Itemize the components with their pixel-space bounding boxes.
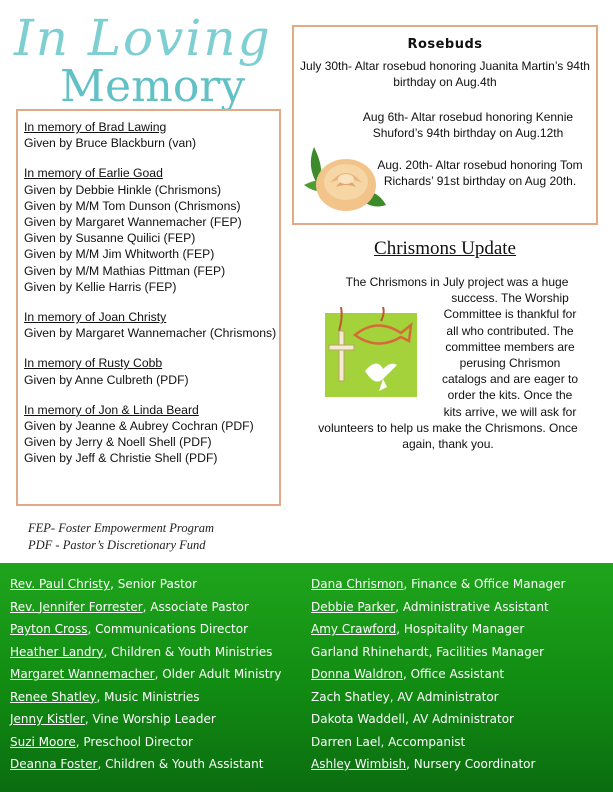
staff-name-link[interactable]: Margaret Wannemacher — [10, 667, 155, 681]
staff-row — [311, 731, 565, 754]
staff-row — [311, 708, 565, 731]
legend-fep: FEP- Foster Empowerment Program — [28, 521, 214, 535]
staff-name-link[interactable]: Jenny Kistler — [10, 712, 85, 726]
staff-row — [10, 753, 281, 776]
staff-row — [311, 753, 565, 776]
title-memory: Memory — [60, 61, 246, 112]
staff-name: Dakota Waddell, AV Administrator — [311, 712, 514, 726]
staff-role: , Hospitality Manager — [396, 622, 525, 636]
chrismons-line: perusing Chrismon — [459, 356, 561, 371]
staff-name-link[interactable]: Rev. Paul Christy — [10, 577, 111, 591]
staff-column-right — [311, 573, 565, 776]
staff-name-link[interactable]: Renee Shatley — [10, 689, 97, 704]
staff-role: , Office Assistant — [402, 667, 505, 681]
rosebuds-box — [292, 25, 598, 225]
memorial-honoree: In memory of Rusty Cobb — [24, 356, 163, 371]
staff-role: , Communications Director — [87, 622, 248, 636]
staff-name-link[interactable]: Donna Waldron — [311, 667, 403, 681]
legend-pdf: PDF - Pastor’s Discretionary Fund — [28, 538, 206, 552]
staff-name-link[interactable]: Deanna Foster — [10, 757, 98, 771]
staff-name: Darren Lael, Accompanist — [311, 734, 466, 749]
staff-row — [10, 573, 281, 596]
memorial-gift: Given by M/M Tom Dunson (Chrismons) — [24, 198, 241, 213]
staff-name-link[interactable]: Suzi Moore — [10, 734, 76, 749]
staff-role: , Administrative Assistant — [395, 599, 549, 614]
memorial-gift: Given by Margaret Wannemacher (Chrismons) — [24, 326, 277, 341]
memorial-gift: Given by Susanne Quilici (FEP) — [24, 231, 196, 246]
chrismons-text — [302, 274, 594, 452]
staff-name-link[interactable]: Amy Crawford — [311, 622, 397, 636]
staff-role: , Vine Worship Leader — [84, 712, 216, 726]
staff-row — [311, 573, 565, 596]
staff-role: , Senior Pastor — [110, 577, 198, 591]
chrismons-line: catalogs and are eager to — [441, 372, 579, 387]
staff-row — [10, 641, 281, 664]
staff-name-link[interactable]: Rev. Jennifer Forrester — [10, 599, 143, 614]
memorial-gift: Given by Jeanne & Aubrey Cochran (PDF) — [24, 419, 254, 434]
staff-role: , Music Ministries — [96, 689, 200, 704]
rose-image — [296, 127, 388, 219]
staff-name-link[interactable]: Ashley Wimbish — [311, 757, 407, 771]
chrismons-line: volunteers to help us make the Chrismons. Once again, thank you. — [318, 420, 578, 452]
memorial-group — [24, 355, 279, 387]
memorial-honoree: In memory of Jon & Linda Beard — [24, 402, 199, 417]
memorial-gift: Given by Bruce Blackburn (van) — [24, 136, 197, 151]
memorial-honoree: In memory of Brad Lawing — [24, 120, 167, 134]
staff-column-left — [10, 573, 281, 776]
rosebud-item: July 30th- Altar rosebud honoring Juanita Martin’s 94th birthday on Aug.4th — [300, 59, 590, 89]
staff-name-link[interactable]: Dana Chrismon — [311, 577, 404, 591]
staff-role: , Children & Youth Ministries — [103, 644, 273, 659]
chrismons-line: order the kits. Once the — [447, 388, 573, 403]
staff-role: , Older Adult Ministry — [154, 667, 282, 681]
chrismons-line: committee members are — [445, 339, 575, 354]
memorial-gift: Given by Jerry & Noell Shell (PDF) — [24, 435, 212, 450]
memorial-gift: Given by Kellie Harris (FEP) — [24, 279, 177, 294]
staff-role: , Nursery Coordinator — [406, 757, 536, 771]
title-in-loving: In Loving — [14, 9, 272, 67]
memorial-gift: Given by Jeff & Christie Shell (PDF) — [24, 451, 218, 466]
staff-name: Zach Shatley, AV Administrator — [311, 689, 499, 704]
memorial-gift: Given by M/M Jim Whitworth (FEP) — [24, 247, 215, 262]
staff-row — [10, 686, 281, 709]
staff-row — [10, 663, 281, 686]
memorial-gifts-box — [16, 109, 281, 506]
memorial-gift: Given by M/M Mathias Pittman (FEP) — [24, 263, 226, 278]
staff-row — [311, 618, 565, 641]
chrismons-line: all who contributed. The — [446, 323, 574, 338]
abbreviation-legend — [28, 520, 214, 554]
staff-row — [311, 596, 565, 619]
staff-role: , Preschool Director — [75, 734, 193, 749]
staff-role: , Finance & Office Manager — [403, 577, 566, 591]
memorial-honoree: In memory of Earlie Goad — [24, 166, 163, 181]
staff-name: Garland Rhinehardt, Facilities Manager — [311, 644, 545, 659]
staff-role: , Children & Youth Assistant — [97, 757, 264, 771]
staff-row — [10, 596, 281, 619]
chrismons-line: Committee is thankful for — [443, 307, 577, 322]
staff-row — [311, 663, 565, 686]
chrismons-line: The Chrismons in July project was a huge — [345, 275, 569, 289]
staff-row — [10, 731, 281, 754]
chrismons-line: success. The Worship — [451, 291, 569, 306]
memorial-group — [24, 165, 279, 295]
rosebuds-title: Rosebuds — [407, 37, 483, 52]
memorial-group — [24, 119, 279, 151]
staff-row — [311, 686, 565, 709]
memorial-gift: Given by Margaret Wannemacher (FEP) — [24, 215, 242, 230]
staff-row — [10, 708, 281, 731]
chrismons-title: Chrismons Update — [374, 238, 516, 259]
chrismons-line: kits arrive, we will ask for — [443, 404, 577, 419]
staff-row — [311, 641, 565, 664]
staff-name-link[interactable]: Heather Landry — [10, 644, 104, 659]
staff-name-link[interactable]: Debbie Parker — [311, 599, 396, 614]
staff-role: , Associate Pastor — [142, 599, 249, 614]
memorial-group — [24, 402, 279, 467]
staff-row — [10, 618, 281, 641]
staff-name-link[interactable]: Payton Cross — [10, 622, 88, 636]
memorial-gift: Given by Anne Culbreth (PDF) — [24, 372, 189, 387]
memorial-gift: Given by Debbie Hinkle (Chrismons) — [24, 182, 222, 197]
memorial-group — [24, 309, 279, 341]
rosebud-item: Aug. 20th- Altar rosebud honoring Tom Richards’ 91st birthday on Aug 20th. — [377, 158, 583, 188]
memorial-honoree: In memory of Joan Christy — [24, 310, 167, 325]
rosebud-item: Aug 6th- Altar rosebud honoring Kennie Shuford’s 94th birthday on Aug.12th — [362, 110, 574, 140]
